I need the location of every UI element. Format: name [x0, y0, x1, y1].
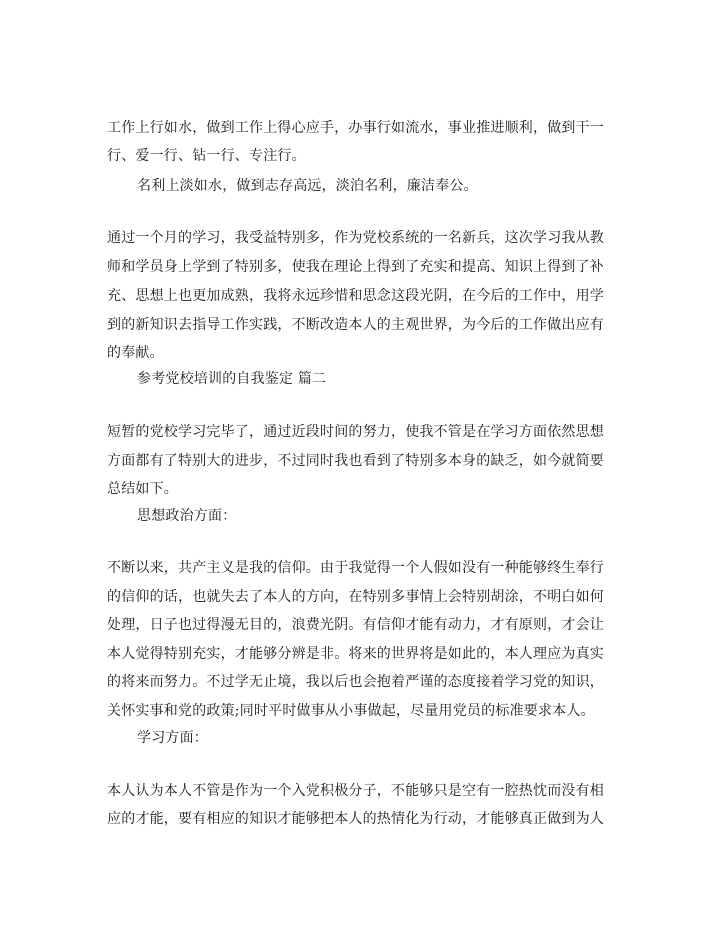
paragraph-line: 本人认为本人不管是作为一个入党积极分子，不能够只是空有一腔热忱而没有相 — [107, 783, 604, 799]
paragraph-line: 方面都有了特别大的进步，不过同时我也看到了特别多本身的缺乏，如今就简要 — [107, 453, 604, 469]
paragraph-line: 行、爱一行、钻一行、专注行。 — [107, 148, 306, 164]
paragraph-line: 师和学员身上学到了特别多，使我在理论上得到了充实和提高、知识上得到了补 — [107, 259, 604, 275]
paragraph-line: 工作上行如水，做到工作上得心应手，办事行如流水，事业推进顺利，做到干一 — [107, 120, 604, 136]
paragraph-line: 名利上淡如水，做到志存高远，淡泊名利，廉洁奉公。 — [137, 178, 478, 194]
paragraph-line: 的奉献。 — [107, 345, 164, 361]
paragraph-line: 应的才能，要有相应的知识才能够把本人的热情化为行动，才能够真正做到为人 — [107, 811, 604, 827]
paragraph-line: 本人觉得特别充实，才能够分辨是非。将来的世界将是如此的，本人理应为真实 — [107, 646, 604, 662]
paragraph-line: 的将来而努力。不过学无止境，我以后也会抱着严谨的态度接着学习党的知识， — [107, 674, 604, 690]
paragraph-line: 总结如下。 — [107, 481, 178, 497]
paragraph-line: 不断以来，共产主义是我的信仰。由于我觉得一个人假如没有一种能够终生奉行 — [107, 560, 604, 576]
paragraph-line: 短暂的党校学习完毕了，通过近段时间的努力，使我不管是在学习方面依然思想 — [107, 424, 604, 440]
paragraph-line: 通过一个月的学习，我受益特别多，作为党校系统的一名新兵，这次学习我从教 — [107, 230, 604, 246]
section-heading: 参考党校培训的自我鉴定 篇二 — [137, 371, 327, 387]
paragraph-line: 处理，日子也过得漫无目的，浪费光阴。有信仰才能有动力，才有原则，才会让 — [107, 617, 604, 633]
paragraph-line: 关怀实事和党的政策;同时平时做事从小事做起，尽量用党员的标准要求本人。 — [107, 703, 595, 719]
paragraph-line: 充、思想上也更加成熟，我将永远珍惜和思念这段光阴，在今后的工作中，用学 — [107, 288, 604, 304]
paragraph-line: 到的新知识去指导工作实践，不断改造本人的主观世界，为今后的工作做出应有 — [107, 317, 604, 333]
section-heading: 思想政治方面： — [137, 508, 237, 524]
paragraph-line: 的信仰的话，也就失去了本人的方向，在特别多事情上会特别胡涂，不明白如何 — [107, 589, 604, 605]
section-heading: 学习方面： — [137, 730, 208, 746]
